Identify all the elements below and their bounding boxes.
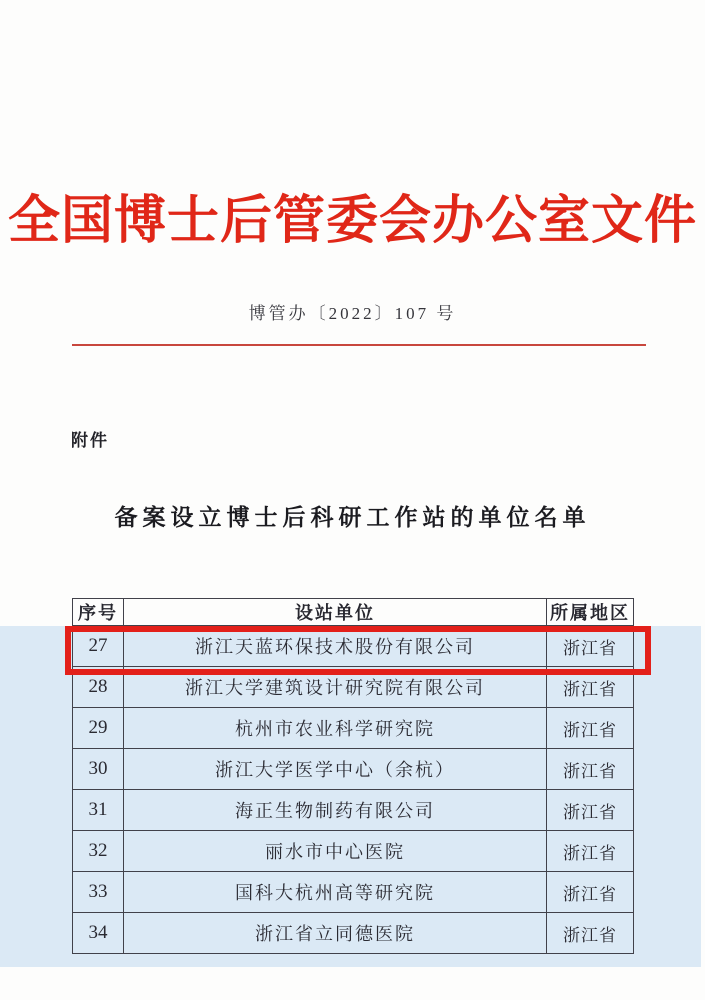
region-name: 浙江省 xyxy=(547,667,634,708)
row-index: 32 xyxy=(73,831,124,872)
unit-name: 海正生物制药有限公司 xyxy=(124,790,547,831)
col-header-region: 所属地区 xyxy=(547,599,634,626)
row-index: 29 xyxy=(73,708,124,749)
table-row xyxy=(73,913,634,954)
row-index: 31 xyxy=(73,790,124,831)
unit-name: 浙江省立同德医院 xyxy=(124,913,547,954)
table-row xyxy=(73,831,634,872)
region-name: 浙江省 xyxy=(547,749,634,790)
document-title: 全国博士后管委会办公室文件 xyxy=(7,193,697,250)
section-title: 备案设立博士后科研工作站的单位名单 xyxy=(114,505,591,530)
region-name: 浙江省 xyxy=(547,708,634,749)
table-row xyxy=(73,749,634,790)
unit-name: 国科大杭州高等研究院 xyxy=(124,872,547,913)
red-divider-line xyxy=(72,344,646,346)
table-row xyxy=(73,708,634,749)
unit-name: 浙江大学建筑设计研究院有限公司 xyxy=(124,667,547,708)
row-index: 34 xyxy=(73,913,124,954)
unit-name: 丽水市中心医院 xyxy=(124,831,547,872)
table-row xyxy=(73,626,634,667)
table-row xyxy=(73,790,634,831)
region-name: 浙江省 xyxy=(547,913,634,954)
unit-name: 浙江天蓝环保技术股份有限公司 xyxy=(124,626,547,667)
unit-name: 浙江大学医学中心（余杭） xyxy=(124,749,547,790)
attachment-label: 附件 xyxy=(71,431,109,450)
col-header-unit: 设站单位 xyxy=(124,599,547,626)
region-name: 浙江省 xyxy=(547,626,634,667)
row-index: 28 xyxy=(73,667,124,708)
units-table xyxy=(72,598,634,954)
region-name: 浙江省 xyxy=(547,872,634,913)
row-index: 33 xyxy=(73,872,124,913)
region-name: 浙江省 xyxy=(547,831,634,872)
col-header-index: 序号 xyxy=(73,599,124,626)
table-row xyxy=(73,872,634,913)
table-header-row xyxy=(73,599,634,626)
table-row xyxy=(73,667,634,708)
region-name: 浙江省 xyxy=(547,790,634,831)
document-number: 博管办〔2022〕107 号 xyxy=(248,304,457,323)
row-index: 27 xyxy=(73,626,124,667)
row-index: 30 xyxy=(73,749,124,790)
unit-name: 杭州市农业科学研究院 xyxy=(124,708,547,749)
